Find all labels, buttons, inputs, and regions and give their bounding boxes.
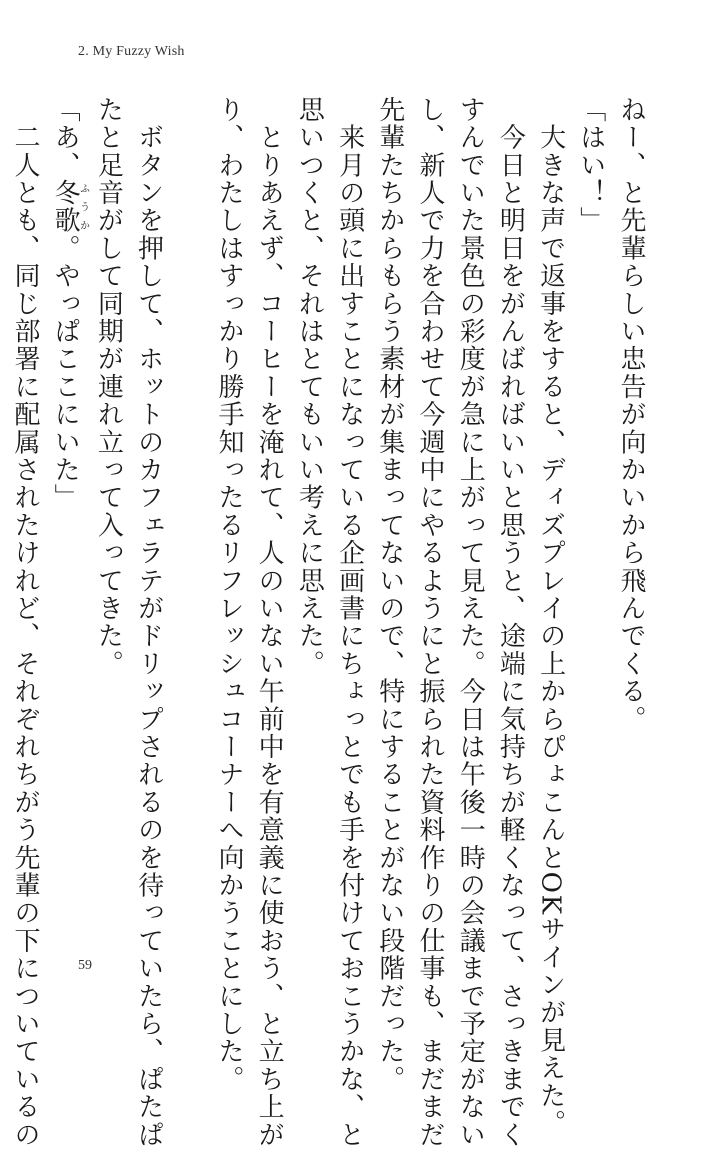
text-line: 大きな声で返事をすると、ディズプレイの上からぴょこんとOKサインが見えた。 (535, 96, 566, 1138)
text-line: すんでいた景色の彩度が急に上がって見えた。今日は午後一時の会議まで予定がない (455, 96, 486, 1149)
text-line: 思いつくと、それはとてもいい考えに思えた。 (294, 96, 325, 678)
text-line: たと足音がして同期が連れ立って入ってきた。 (93, 96, 124, 678)
blank-line (169, 96, 209, 916)
text-line: 来月の頭に出すことになっている企画書にちょっとでも手を付けておこうかな、と (334, 96, 365, 1149)
ruby-base: 冬歌 (50, 179, 81, 235)
text-line: ボタンを押して、ホットのカフェラテがドリップされるのを待っていたら、ぱたぱ (133, 96, 164, 1149)
text-line: 二人とも、同じ部署に配属されたけれど、それぞれちがう先輩の下についているの (9, 96, 40, 1149)
dialogue-rest: 。やっぱここにいた」 (50, 234, 81, 512)
text-line: 「はい！」 (575, 96, 606, 235)
text-line: ねー、と先輩らしい忠告が向かいから飛んでくる。 (616, 96, 646, 734)
ruby-reading: ふうか (77, 179, 89, 235)
text-line: 先輩たちからもらう素材が集まってないので、特にすることがない段階だった。 (374, 96, 405, 1094)
dialogue-open: 「あ、 (50, 96, 81, 180)
text-line: 今日と明日をがんばればいいと思うと、途端に気持ちが軽くなって、さっきまでく (495, 96, 526, 1149)
page-number: 59 (78, 958, 92, 973)
running-header: 2. My Fuzzy Wish (78, 44, 185, 59)
text-line-with-ruby (45, 96, 88, 916)
text-line: とりあえず、コーヒーを淹れて、人のいない午前中を有意義に使おう、と立ち上が (254, 96, 285, 1149)
text-line: し、新人で力を合わせて今週中にやるようにと振られた資料作りの仕事も、まだまだ (414, 96, 445, 1149)
name-ruby (50, 179, 89, 235)
text-line: り、わたしはすっかり勝手知ったるリフレッシュコーナーへ向かうことにした。 (213, 96, 244, 1094)
